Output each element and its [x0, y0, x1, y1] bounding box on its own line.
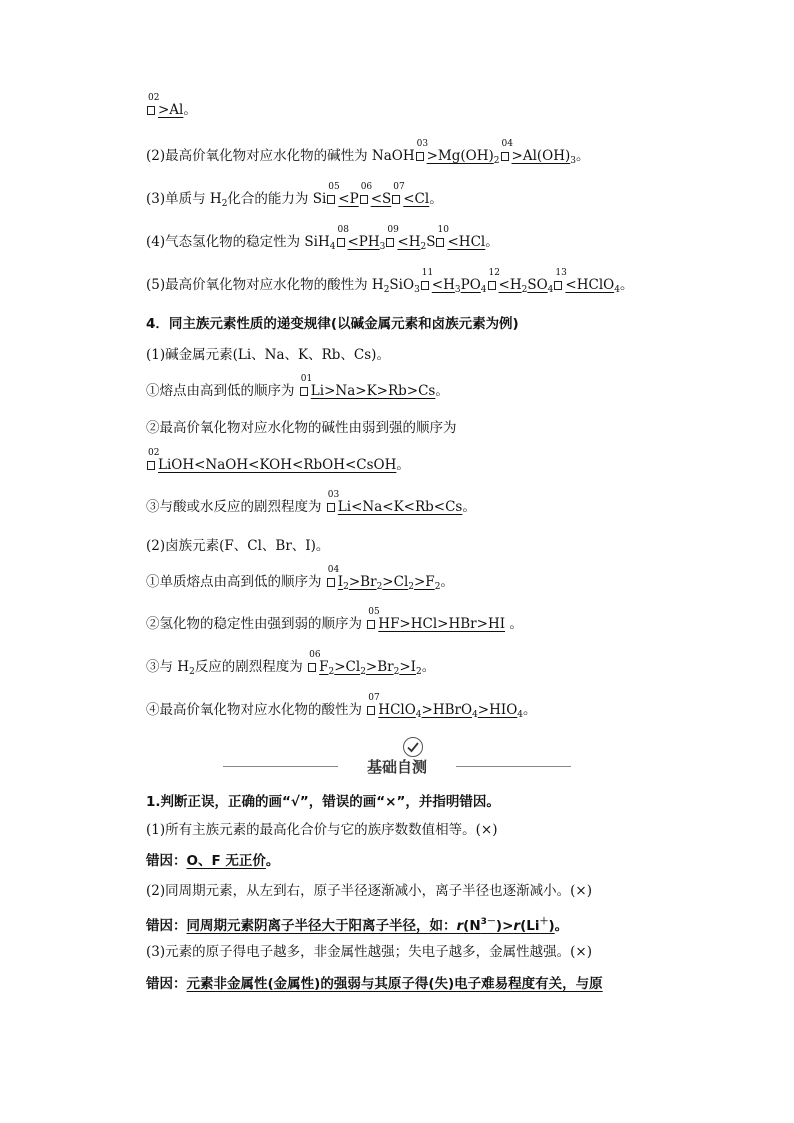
blank-marker-icon: 02 [147, 103, 158, 115]
check-badge-icon [403, 737, 423, 757]
item-3: (3)元素的原子得电子越多，非金属性越强；失电子越多，金属性越强。(×) [146, 944, 592, 960]
halogen-hydride-stability: ②氢化物的稳定性由强到弱的顺序为 05 HF>HCl>HBr>HI 。 [146, 607, 523, 632]
blank-marker-icon: 07 [392, 192, 403, 204]
blank-marker-icon: 13 [554, 278, 565, 290]
blank-marker-icon: 04 [501, 149, 512, 161]
blank-marker-icon: 07 [367, 703, 378, 715]
reason-3: 错因：元素非金属性(金属性)的强弱与其原子得(失)电子难易程度有关，与原 [146, 976, 603, 992]
alkali-melting-point: ①熔点由高到低的顺序为 01 Li>Na>K>Rb>Cs。 [146, 374, 449, 399]
alkali-basicity-answer: 02 LiOH<NaOH<KOH<RbOH<CsOH。 [148, 448, 410, 473]
alkali-reactivity: ③与酸或水反应的剧烈程度为 03 Li<Na<K<Rb<Cs。 [146, 490, 476, 515]
line-h2-ability: (3)单质与 $H_2$化合的能力为 Si 05 <P 06 <S 07 <Cl。 [146, 182, 443, 209]
blank-marker-icon: 05 [367, 617, 378, 629]
alkali-basicity-question: ②最高价氧化物对应水化物的碱性由弱到强的顺序为 [146, 420, 457, 436]
line-alkalinity: (2)最高价氧化物对应水化物的碱性为 NaOH 03 $>Mg(OH)_2$ 04 $>Al(OH)_3$。 [146, 139, 590, 166]
line-hydride-stability: (4)气态氢化物的稳定性为 SiH$_4$ 08 $<PH_3$ 09 $<H_2S$ 10 <HCl。 [146, 225, 499, 252]
halogen-melting-point: ①单质熔点由高到低的顺序为 04 $I_2>Br_2>Cl_2>F_2$。 [146, 565, 454, 592]
reason-1: 错因：O、F 无正价。 [146, 853, 280, 869]
blank-marker-icon: 04 [327, 575, 338, 587]
section-divider-right [456, 766, 571, 767]
item-2: (2)同周期元素，从左到右，原子半径逐渐减小，离子半径也逐渐减小。(×) [146, 883, 592, 899]
blank-marker-icon: 11 [421, 278, 432, 290]
blank-marker-icon: 03 [416, 149, 427, 161]
alkali-heading: (1)碱金属元素(Li、Na、K、Rb、Cs)。 [146, 347, 390, 363]
blank-marker-icon: 06 [308, 660, 319, 672]
blank-marker-icon: 01 [300, 384, 311, 396]
halogen-heading: (2)卤族元素(F、Cl、Br、I)。 [146, 538, 330, 554]
blank-marker-icon: 09 [386, 235, 397, 247]
blank-marker-icon: 12 [488, 278, 499, 290]
section-heading-4: 4．同主族元素性质的递变规律(以碱金属元素和卤族元素为例) [146, 316, 519, 332]
blank-marker-icon: 06 [360, 192, 371, 204]
section-divider-left [223, 766, 338, 767]
blank-marker-icon: 02 [147, 458, 158, 470]
line-al: 02 >Al。 [148, 93, 197, 118]
item-1: (1)所有主族元素的最高化合价与它的族序数数值相等。(×) [146, 822, 498, 838]
blank-marker-icon: 05 [327, 192, 338, 204]
halogen-h2-reactivity: ③与 $H_2$反应的剧烈程度为 06 $F_2>Cl_2>Br_2>I_2$。 [146, 650, 436, 677]
blank-marker-icon: 08 [337, 235, 348, 247]
reason-2: 错因：同周期元素阴离子半径大于阳离子半径，如：$r(N^{3-})>r(Li^+)$。 [146, 917, 569, 934]
blank-marker-icon: 10 [436, 235, 447, 247]
section-title: 基础自测 [366, 758, 427, 776]
halogen-acidity: ④最高价氧化物对应水化物的酸性为 07 $HClO_4>HBrO_4>HIO_4$。 [146, 693, 537, 720]
line-acidity: (5)最高价氧化物对应水化物的酸性为 $H_2SiO_3$ 11 $<H_3PO_4$ 12 $<H_2SO_4$ 13 <HClO$_4$。 [146, 268, 634, 295]
blank-marker-icon: 03 [327, 500, 338, 512]
question-1: 1.判断正误，正确的画“√”，错误的画“×”，并指明错因。 [146, 794, 500, 810]
